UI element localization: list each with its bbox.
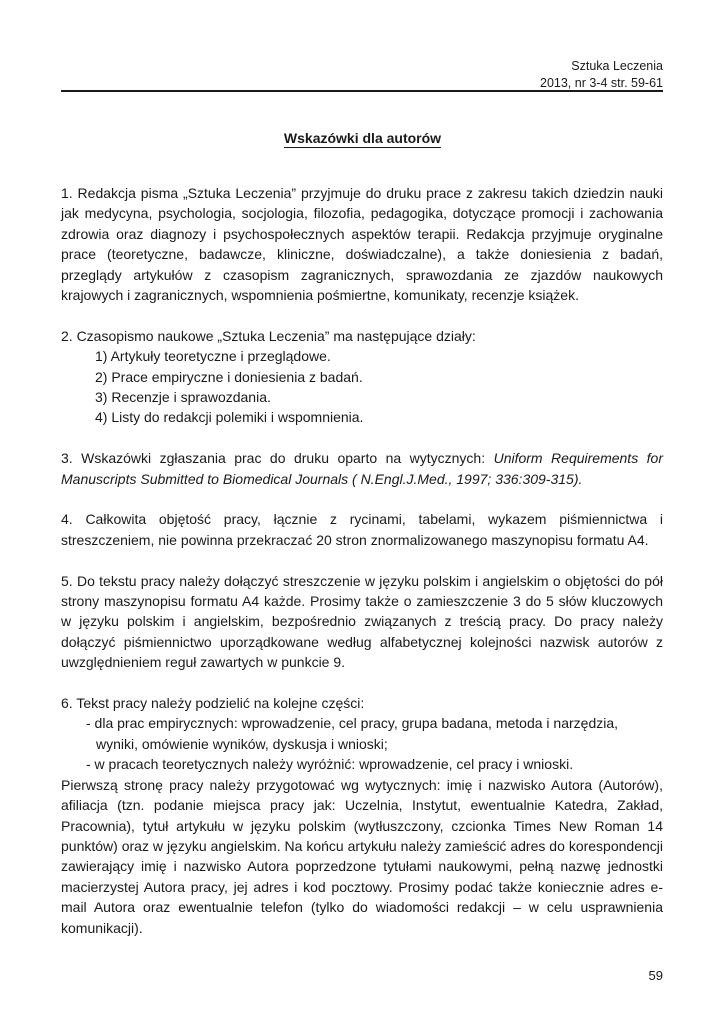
section-6-dash-2: - w pracach teoretycznych należy wyróżnić: wprowadzenie, cel pracy i wnioski. xyxy=(86,756,574,773)
section-4: 4. Całkowita objętość pracy, łącznie z rycinami, tabelami, wykazem piśmiennictwa i streszczeniem, nie powinna przekraczać 20 stron znormalizowanego maszynopisu formatu A4. xyxy=(61,511,663,548)
section-3-citation: Uniform Requirements for Manuscripts Submitted to Biomedical Journals ( N.Engl.J.Med., 1997; 336:309-315). xyxy=(61,450,664,487)
section-2-item-4: 4) Listy do redakcji polemiki i wspomnienia. xyxy=(95,409,364,426)
page-title xyxy=(0,130,725,148)
section-5: 5. Do tekstu pracy należy dołączyć streszczenie w języku polskim i angielskim o objętości do pół strony maszynopisu formatu A4 każde. Prosimy także o zamieszczenie 3 do 5 słów kluczowych w języku polskim i angielskim, bezpośrednio związanych z treścią pracy. Do pracy należy dołączyć piśmiennictwo uporządkowane według alfabetycznej kolejności nazwisk autorów z uwzględnieniem reguł zawartych w punkcie 9. xyxy=(61,572,663,671)
section-2-item-3: 3) Recenzje i sprawozdania. xyxy=(95,389,271,406)
section-6-dash-1: - dla prac empirycznych: wprowadzenie, cel pracy, grupa badana, metoda i narzędzia, xyxy=(86,715,619,732)
section-3-text: 3. Wskazówki zgłaszania prac do druku oparto na wytycznych: xyxy=(61,450,494,467)
issue-info: 2013, nr 3-4 str. 59-61 xyxy=(540,76,663,90)
section-6-intro: 6. Tekst pracy należy podzielić na kolejne części: xyxy=(61,695,365,712)
journal-name: Sztuka Leczenia xyxy=(571,59,663,73)
running-header xyxy=(540,58,663,92)
section-3 xyxy=(61,448,663,489)
section-6-paragraph: Pierwszą stronę pracy należy przygotować wg wytycznych: imię i nazwisko Autora (Autorów), afiliacja (tzn. podanie miejsca pracy jak: Uczelnia, Instytut, ewentualnie Katedra, Zakład, Pracownia), tytuł artykułu w języku polskim (wytłuszczony, czcionka Times New Roman 14 punktów) oraz w języku angielskim. Na końcu artykułu należy zamieścić adres do korespondencji zawierający imię i nazwisko Autora poprzedzone tytułami naukowymi, pełną nazwę jednostki macierzystej Autora pracy, jej adres i kod pocztowy. Prosimy podać także koniecznie adres e-mail Autora oraz ewentualnie telefon (tylko do wiadomości redakcji – w celu usprawnienia komunikacji). xyxy=(61,776,663,936)
header-rule xyxy=(61,90,663,92)
section-6-dash-1-cont: wyniki, omówienie wyników, dyskusja i wnioski; xyxy=(96,735,388,752)
section-2-item-2: 2) Prace empiryczne i doniesienia z badań. xyxy=(95,368,363,385)
document-body xyxy=(61,183,663,938)
page-number: 59 xyxy=(648,968,663,983)
page-title-text: Wskazówki dla autorów xyxy=(283,130,442,146)
section-2-item-1: 1) Artykuły teoretyczne i przeglądowe. xyxy=(95,348,331,365)
section-1: 1. Redakcja pisma „Sztuka Leczenia” przyjmuje do druku prace z zakresu takich dziedzin nauki jak medycyna, psychologia, socjologia, filozofia, pedagogika, dotyczące promocji i zachowania zdrowia oraz diagnozy i psychospołecznych aspektów terapii. Redakcja przyjmuje oryginalne prace (teoretyczne, badawcze, kliniczne, doświadczalne), a także doniesienia z badań, przeglądy artykułów z czasopism zagranicznych, sprawozdania ze zjazdów naukowych krajowych i zagranicznych, wspomnienia pośmiertne, komunikaty, recenzje książek. xyxy=(61,185,663,304)
section-2-intro: 2. Czasopismo naukowe „Sztuka Leczenia” ma następujące działy: xyxy=(61,327,476,344)
